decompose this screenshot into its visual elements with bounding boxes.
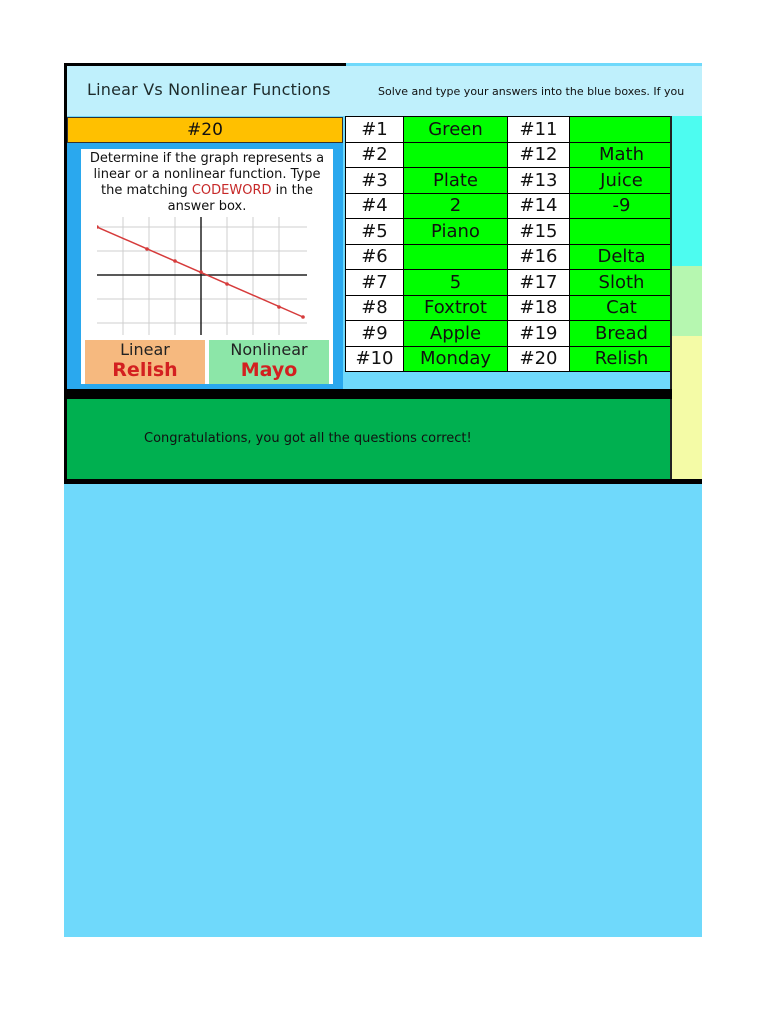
table-row: [346, 321, 674, 347]
answer-box[interactable]: [570, 219, 674, 245]
answer-box[interactable]: 5: [404, 270, 508, 296]
table-row: [346, 219, 674, 245]
divider-bar: [67, 389, 672, 399]
question-label: #14: [508, 193, 570, 219]
answer-box[interactable]: Plate: [404, 168, 508, 194]
answer-box[interactable]: Green: [404, 117, 508, 143]
top-border: [64, 63, 346, 66]
graph-image: [97, 217, 317, 337]
table-row: [346, 295, 674, 321]
question-label: #11: [508, 117, 570, 143]
question-image: [81, 149, 333, 384]
result-message-box: [67, 399, 670, 479]
table-row: [346, 193, 674, 219]
answer-box[interactable]: Sloth: [570, 270, 674, 296]
question-number: #20: [67, 117, 343, 143]
option-linear: [85, 340, 205, 384]
answer-box[interactable]: Monday: [404, 346, 508, 372]
answer-box[interactable]: Apple: [404, 321, 508, 347]
table-row: [346, 117, 674, 143]
question-label: #6: [346, 244, 404, 270]
side-strip-cyan: [672, 116, 702, 266]
question-label: #10: [346, 346, 404, 372]
answer-box[interactable]: Cat: [570, 295, 674, 321]
question-label: #16: [508, 244, 570, 270]
answer-box[interactable]: [570, 117, 674, 143]
option-linear-label: Linear: [120, 340, 170, 359]
answer-box[interactable]: -9: [570, 193, 674, 219]
answer-box[interactable]: [404, 244, 508, 270]
question-label: #9: [346, 321, 404, 347]
question-label: #12: [508, 142, 570, 168]
question-label: #4: [346, 193, 404, 219]
option-nonlinear-code: Mayo: [240, 359, 298, 381]
question-label: #13: [508, 168, 570, 194]
instructions-text: Solve and type your answers into the blue boxes. If you: [378, 85, 685, 98]
answer-box[interactable]: Delta: [570, 244, 674, 270]
side-strip: [672, 116, 702, 482]
answer-box[interactable]: Foxtrot: [404, 295, 508, 321]
table-row: [346, 244, 674, 270]
question-label: #5: [346, 219, 404, 245]
table-row: [346, 168, 674, 194]
option-nonlinear-label: Nonlinear: [230, 340, 308, 359]
worksheet-title: Linear Vs Nonlinear Functions: [87, 80, 331, 99]
table-row: [346, 346, 674, 372]
side-strip-yellow: [672, 336, 702, 482]
worksheet: [64, 63, 702, 937]
answer-box[interactable]: Relish: [570, 346, 674, 372]
question-label: #7: [346, 270, 404, 296]
answer-box[interactable]: 2: [404, 193, 508, 219]
question-label: #17: [508, 270, 570, 296]
question-label: #18: [508, 295, 570, 321]
table-row: [346, 142, 674, 168]
answer-box[interactable]: [404, 142, 508, 168]
side-strip-green: [672, 266, 702, 336]
question-card: [67, 143, 343, 389]
header-bar: [67, 66, 702, 116]
question-text: Determine if the graph represents a linear or a nonlinear function. Type the matching CODEWORD in the answer box.: [89, 151, 325, 214]
answer-box[interactable]: Juice: [570, 168, 674, 194]
option-linear-code: Relish: [112, 359, 178, 381]
question-label: #15: [508, 219, 570, 245]
option-nonlinear: [209, 340, 329, 384]
answer-box[interactable]: Piano: [404, 219, 508, 245]
question-label: #8: [346, 295, 404, 321]
result-message: Congratulations, you got all the questions correct!: [144, 431, 472, 446]
bottom-border: [64, 479, 702, 484]
table-row: [346, 270, 674, 296]
answer-box[interactable]: Math: [570, 142, 674, 168]
question-label: #2: [346, 142, 404, 168]
answer-grid: [345, 116, 674, 372]
question-label: #1: [346, 117, 404, 143]
question-label: #3: [346, 168, 404, 194]
question-label: #19: [508, 321, 570, 347]
codeword-highlight: CODEWORD: [191, 183, 272, 198]
answer-box[interactable]: Bread: [570, 321, 674, 347]
question-label: #20: [508, 346, 570, 372]
